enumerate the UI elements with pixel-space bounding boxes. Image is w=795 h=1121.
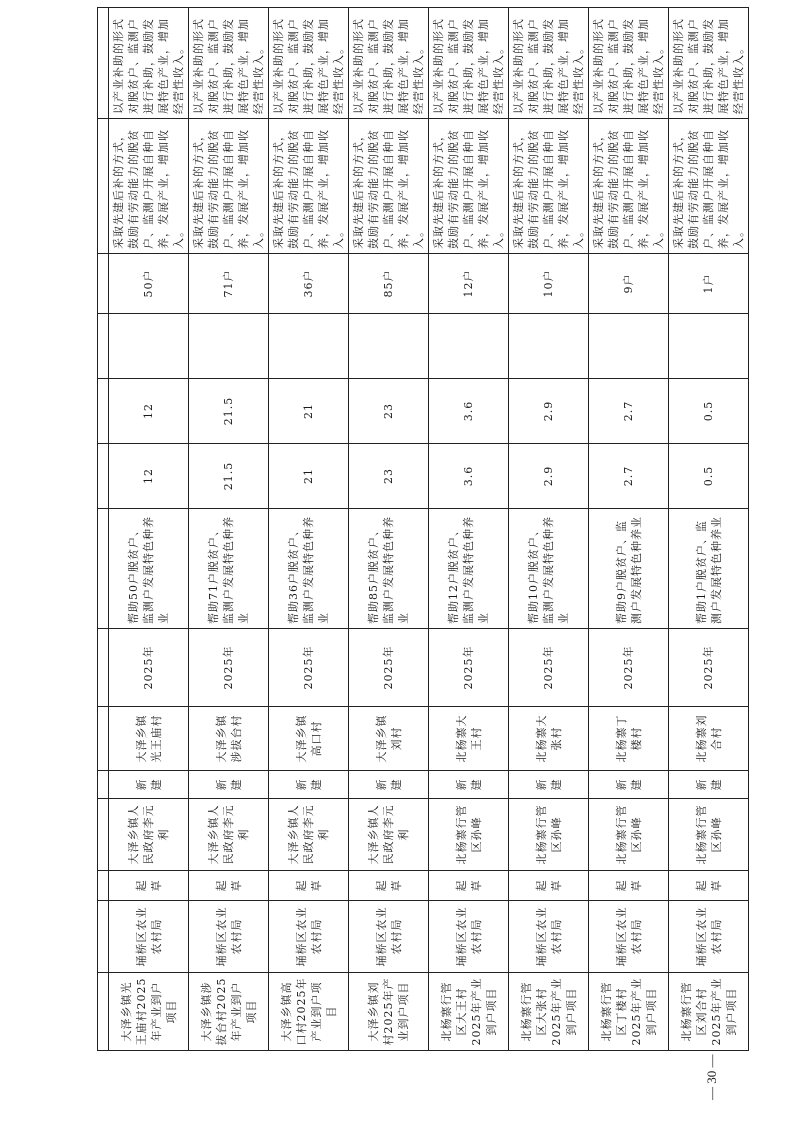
table-row [269, 8, 349, 1051]
benefit-cell: 以产业补助的形式对脱贫户、监测户进行补助，鼓励发展特色产业，增加经营性收入。 [589, 8, 669, 119]
benefit-cell: 以产业补助的形式对脱贫户、监测户进行补助，鼓励发展特色产业，增加经营性收入。 [509, 8, 589, 119]
responsible-person-cell: 北杨寨行管区孙峰 [509, 799, 589, 871]
households-cell: 71户 [189, 254, 269, 314]
construction-type-cell: 新建 [189, 771, 269, 799]
other-fund-cell [509, 314, 589, 379]
continuation-cell [98, 771, 109, 799]
fund-amount-cell: 3.6 [429, 379, 509, 444]
project-name-cell: 北杨寨行管区大王村2025年产业到户项目 [429, 973, 509, 1051]
year-cell: 2025年 [509, 629, 589, 707]
status-cell: 起草 [509, 871, 589, 901]
year-cell: 2025年 [589, 629, 669, 707]
fund-amount-cell: 2.9 [509, 379, 589, 444]
other-fund-cell [269, 314, 349, 379]
total-investment-cell: 23 [349, 444, 429, 509]
households-cell: 50户 [109, 254, 189, 314]
other-fund-cell [669, 314, 749, 379]
fund-amount-cell: 12 [109, 379, 189, 444]
households-cell: 36户 [269, 254, 349, 314]
location-cell: 大泽乡镇光王庙村 [109, 707, 189, 771]
continuation-cell [98, 8, 109, 119]
location-cell: 大泽乡镇涉拔台村 [189, 707, 269, 771]
implementing-unit-cell: 埇桥区农业农村局 [109, 901, 189, 973]
project-name-cell: 北杨寨行管区大张村2025年产业到户项目 [509, 973, 589, 1051]
project-name-cell: 北杨寨行管区丁楼村2025年产业到户项目 [589, 973, 669, 1051]
mechanism-cell: 采取先建后补的方式，鼓励有劳动能力的脱贫户、监测户开展自种自养，发展产业，增加收入。 [669, 119, 749, 254]
continuation-cell [98, 509, 109, 629]
table-continuation-row [98, 8, 109, 1051]
continuation-cell [98, 629, 109, 707]
responsible-person-cell: 大泽乡镇人民政府李元利 [109, 799, 189, 871]
table-row [349, 8, 429, 1051]
households-cell: 9户 [589, 254, 669, 314]
location-cell: 北杨寨大张村 [509, 707, 589, 771]
continuation-cell [98, 973, 109, 1051]
content-cell: 帮助36户脱贫户、监测户发展特色种养业 [269, 509, 349, 629]
households-cell: 10户 [509, 254, 589, 314]
mechanism-cell: 采取先建后补的方式，鼓励有劳动能力的脱贫户、监测户开展自种自养，发展产业，增加收入。 [509, 119, 589, 254]
project-name-cell: 大泽乡镇刘村2025年产业到户项目 [349, 973, 429, 1051]
implementing-unit-cell: 埇桥区农业农村局 [429, 901, 509, 973]
project-name-cell: 北杨寨行管区刘合村2025年产业到户项目 [669, 973, 749, 1051]
total-investment-cell: 0.5 [669, 444, 749, 509]
implementing-unit-cell: 埇桥区农业农村局 [349, 901, 429, 973]
year-cell: 2025年 [109, 629, 189, 707]
mechanism-cell: 采取先建后补的方式，鼓励有劳动能力的脱贫户、监测户开展自种自养，发展产业，增加收入。 [189, 119, 269, 254]
fund-amount-cell: 2.7 [589, 379, 669, 444]
year-cell: 2025年 [429, 629, 509, 707]
year-cell: 2025年 [269, 629, 349, 707]
responsible-person-cell: 大泽乡镇人民政府李元利 [189, 799, 269, 871]
rotated-table-container [97, 18, 745, 1051]
implementing-unit-cell: 埇桥区农业农村局 [269, 901, 349, 973]
mechanism-cell: 采取先建后补的方式，鼓励有劳动能力的脱贫户、监测户开展自种自养，发展产业，增加收入。 [589, 119, 669, 254]
continuation-cell [98, 379, 109, 444]
table-row [189, 8, 269, 1051]
households-cell: 85户 [349, 254, 429, 314]
other-fund-cell [189, 314, 269, 379]
content-cell: 帮助9户脱贫户、监测户发展特色种养业 [589, 509, 669, 629]
location-cell: 北杨寨刘合村 [669, 707, 749, 771]
table-row [509, 8, 589, 1051]
total-investment-cell: 21 [269, 444, 349, 509]
location-cell: 北杨寨大王村 [429, 707, 509, 771]
continuation-cell [98, 707, 109, 771]
year-cell: 2025年 [669, 629, 749, 707]
mechanism-cell: 采取先建后补的方式，鼓励有劳动能力的脱贫户、监测户开展自种自养，发展产业，增加收入。 [109, 119, 189, 254]
other-fund-cell [109, 314, 189, 379]
responsible-person-cell: 北杨寨行管区孙峰 [429, 799, 509, 871]
construction-type-cell: 新建 [269, 771, 349, 799]
content-cell: 帮助1户脱贫户、监测户发展特色种养业 [669, 509, 749, 629]
status-cell: 起草 [429, 871, 509, 901]
benefit-cell: 以产业补助的形式对脱贫户、监测户进行补助，鼓励发展特色产业，增加经营性收入。 [269, 8, 349, 119]
other-fund-cell [429, 314, 509, 379]
other-fund-cell [589, 314, 669, 379]
project-name-cell: 大泽乡镇涉拔台村2025年产业到户项目 [189, 973, 269, 1051]
status-cell: 起草 [109, 871, 189, 901]
continuation-cell [98, 119, 109, 254]
page-number-text: — 30 — [704, 1054, 719, 1100]
table-row [109, 8, 189, 1051]
fund-amount-cell: 21 [269, 379, 349, 444]
status-cell: 起草 [669, 871, 749, 901]
implementing-unit-cell: 埇桥区农业农村局 [189, 901, 269, 973]
implementing-unit-cell: 埇桥区农业农村局 [589, 901, 669, 973]
benefit-cell: 以产业补助的形式对脱贫户、监测户进行补助，鼓励发展特色产业，增加经营性收入。 [349, 8, 429, 119]
content-cell: 帮助85户脱贫户、监测户发展特色种养业 [349, 509, 429, 629]
implementing-unit-cell: 埇桥区农业农村局 [669, 901, 749, 973]
construction-type-cell: 新建 [589, 771, 669, 799]
location-cell: 北杨寨丁楼村 [589, 707, 669, 771]
location-cell: 大泽乡镇高口村 [269, 707, 349, 771]
total-investment-cell: 2.7 [589, 444, 669, 509]
project-name-cell: 大泽乡镇高口村2025年产业到户项目 [269, 973, 349, 1051]
benefit-cell: 以产业补助的形式对脱贫户、监测户进行补助，鼓励发展特色产业，增加经营性收入。 [189, 8, 269, 119]
mechanism-cell: 采取先建后补的方式，鼓励有劳动能力的脱贫户、监测户开展自种自养，发展产业，增加收入。 [429, 119, 509, 254]
status-cell: 起草 [349, 871, 429, 901]
table-row [669, 8, 749, 1051]
responsible-person-cell: 大泽乡镇人民政府李元利 [269, 799, 349, 871]
project-name-cell: 大泽乡镇光王庙村2025年产业到户项目 [109, 973, 189, 1051]
location-cell: 大泽乡镇刘村 [349, 707, 429, 771]
table-row [429, 8, 509, 1051]
content-cell: 帮助50户脱贫户、监测户发展特色种养业 [109, 509, 189, 629]
status-cell: 起草 [189, 871, 269, 901]
fund-amount-cell: 23 [349, 379, 429, 444]
construction-type-cell: 新建 [349, 771, 429, 799]
year-cell: 2025年 [349, 629, 429, 707]
implementing-unit-cell: 埇桥区农业农村局 [509, 901, 589, 973]
total-investment-cell: 21.5 [189, 444, 269, 509]
table-body [98, 8, 749, 1051]
households-cell: 1户 [669, 254, 749, 314]
project-table [97, 7, 749, 1051]
content-cell: 帮助12户脱贫户、监测户发展特色种养业 [429, 509, 509, 629]
construction-type-cell: 新建 [669, 771, 749, 799]
continuation-cell [98, 444, 109, 509]
total-investment-cell: 12 [109, 444, 189, 509]
continuation-cell [98, 901, 109, 973]
table-row [589, 8, 669, 1051]
other-fund-cell [349, 314, 429, 379]
construction-type-cell: 新建 [429, 771, 509, 799]
year-cell: 2025年 [189, 629, 269, 707]
status-cell: 起草 [589, 871, 669, 901]
content-cell: 帮助71户脱贫户、监测户发展特色种养业 [189, 509, 269, 629]
fund-amount-cell: 0.5 [669, 379, 749, 444]
mechanism-cell: 采取先建后补的方式，鼓励有劳动能力的脱贫户、监测户开展自种自养，发展产业，增加收入。 [349, 119, 429, 254]
construction-type-cell: 新建 [109, 771, 189, 799]
benefit-cell: 以产业补助的形式对脱贫户、监测户进行补助，鼓励发展特色产业，增加经营性收入。 [429, 8, 509, 119]
responsible-person-cell: 北杨寨行管区孙峰 [669, 799, 749, 871]
mechanism-cell: 采取先建后补的方式，鼓励有劳动能力的脱贫户、监测户开展自种自养，发展产业，增加收入。 [269, 119, 349, 254]
continuation-cell [98, 314, 109, 379]
fund-amount-cell: 21.5 [189, 379, 269, 444]
page-number [704, 1000, 724, 1120]
benefit-cell: 以产业补助的形式对脱贫户、监测户进行补助，鼓励发展特色产业，增加经营性收入。 [669, 8, 749, 119]
total-investment-cell: 3.6 [429, 444, 509, 509]
status-cell: 起草 [269, 871, 349, 901]
benefit-cell: 以产业补助的形式对脱贫户、监测户进行补助，鼓励发展特色产业，增加经营性收入。 [109, 8, 189, 119]
continuation-cell [98, 871, 109, 901]
continuation-cell [98, 254, 109, 314]
content-cell: 帮助10户脱贫户、监测户发展特色种养业 [509, 509, 589, 629]
total-investment-cell: 2.9 [509, 444, 589, 509]
responsible-person-cell: 北杨寨行管区孙峰 [589, 799, 669, 871]
responsible-person-cell: 大泽乡镇人民政府李元利 [349, 799, 429, 871]
households-cell: 12户 [429, 254, 509, 314]
continuation-cell [98, 799, 109, 871]
construction-type-cell: 新建 [509, 771, 589, 799]
